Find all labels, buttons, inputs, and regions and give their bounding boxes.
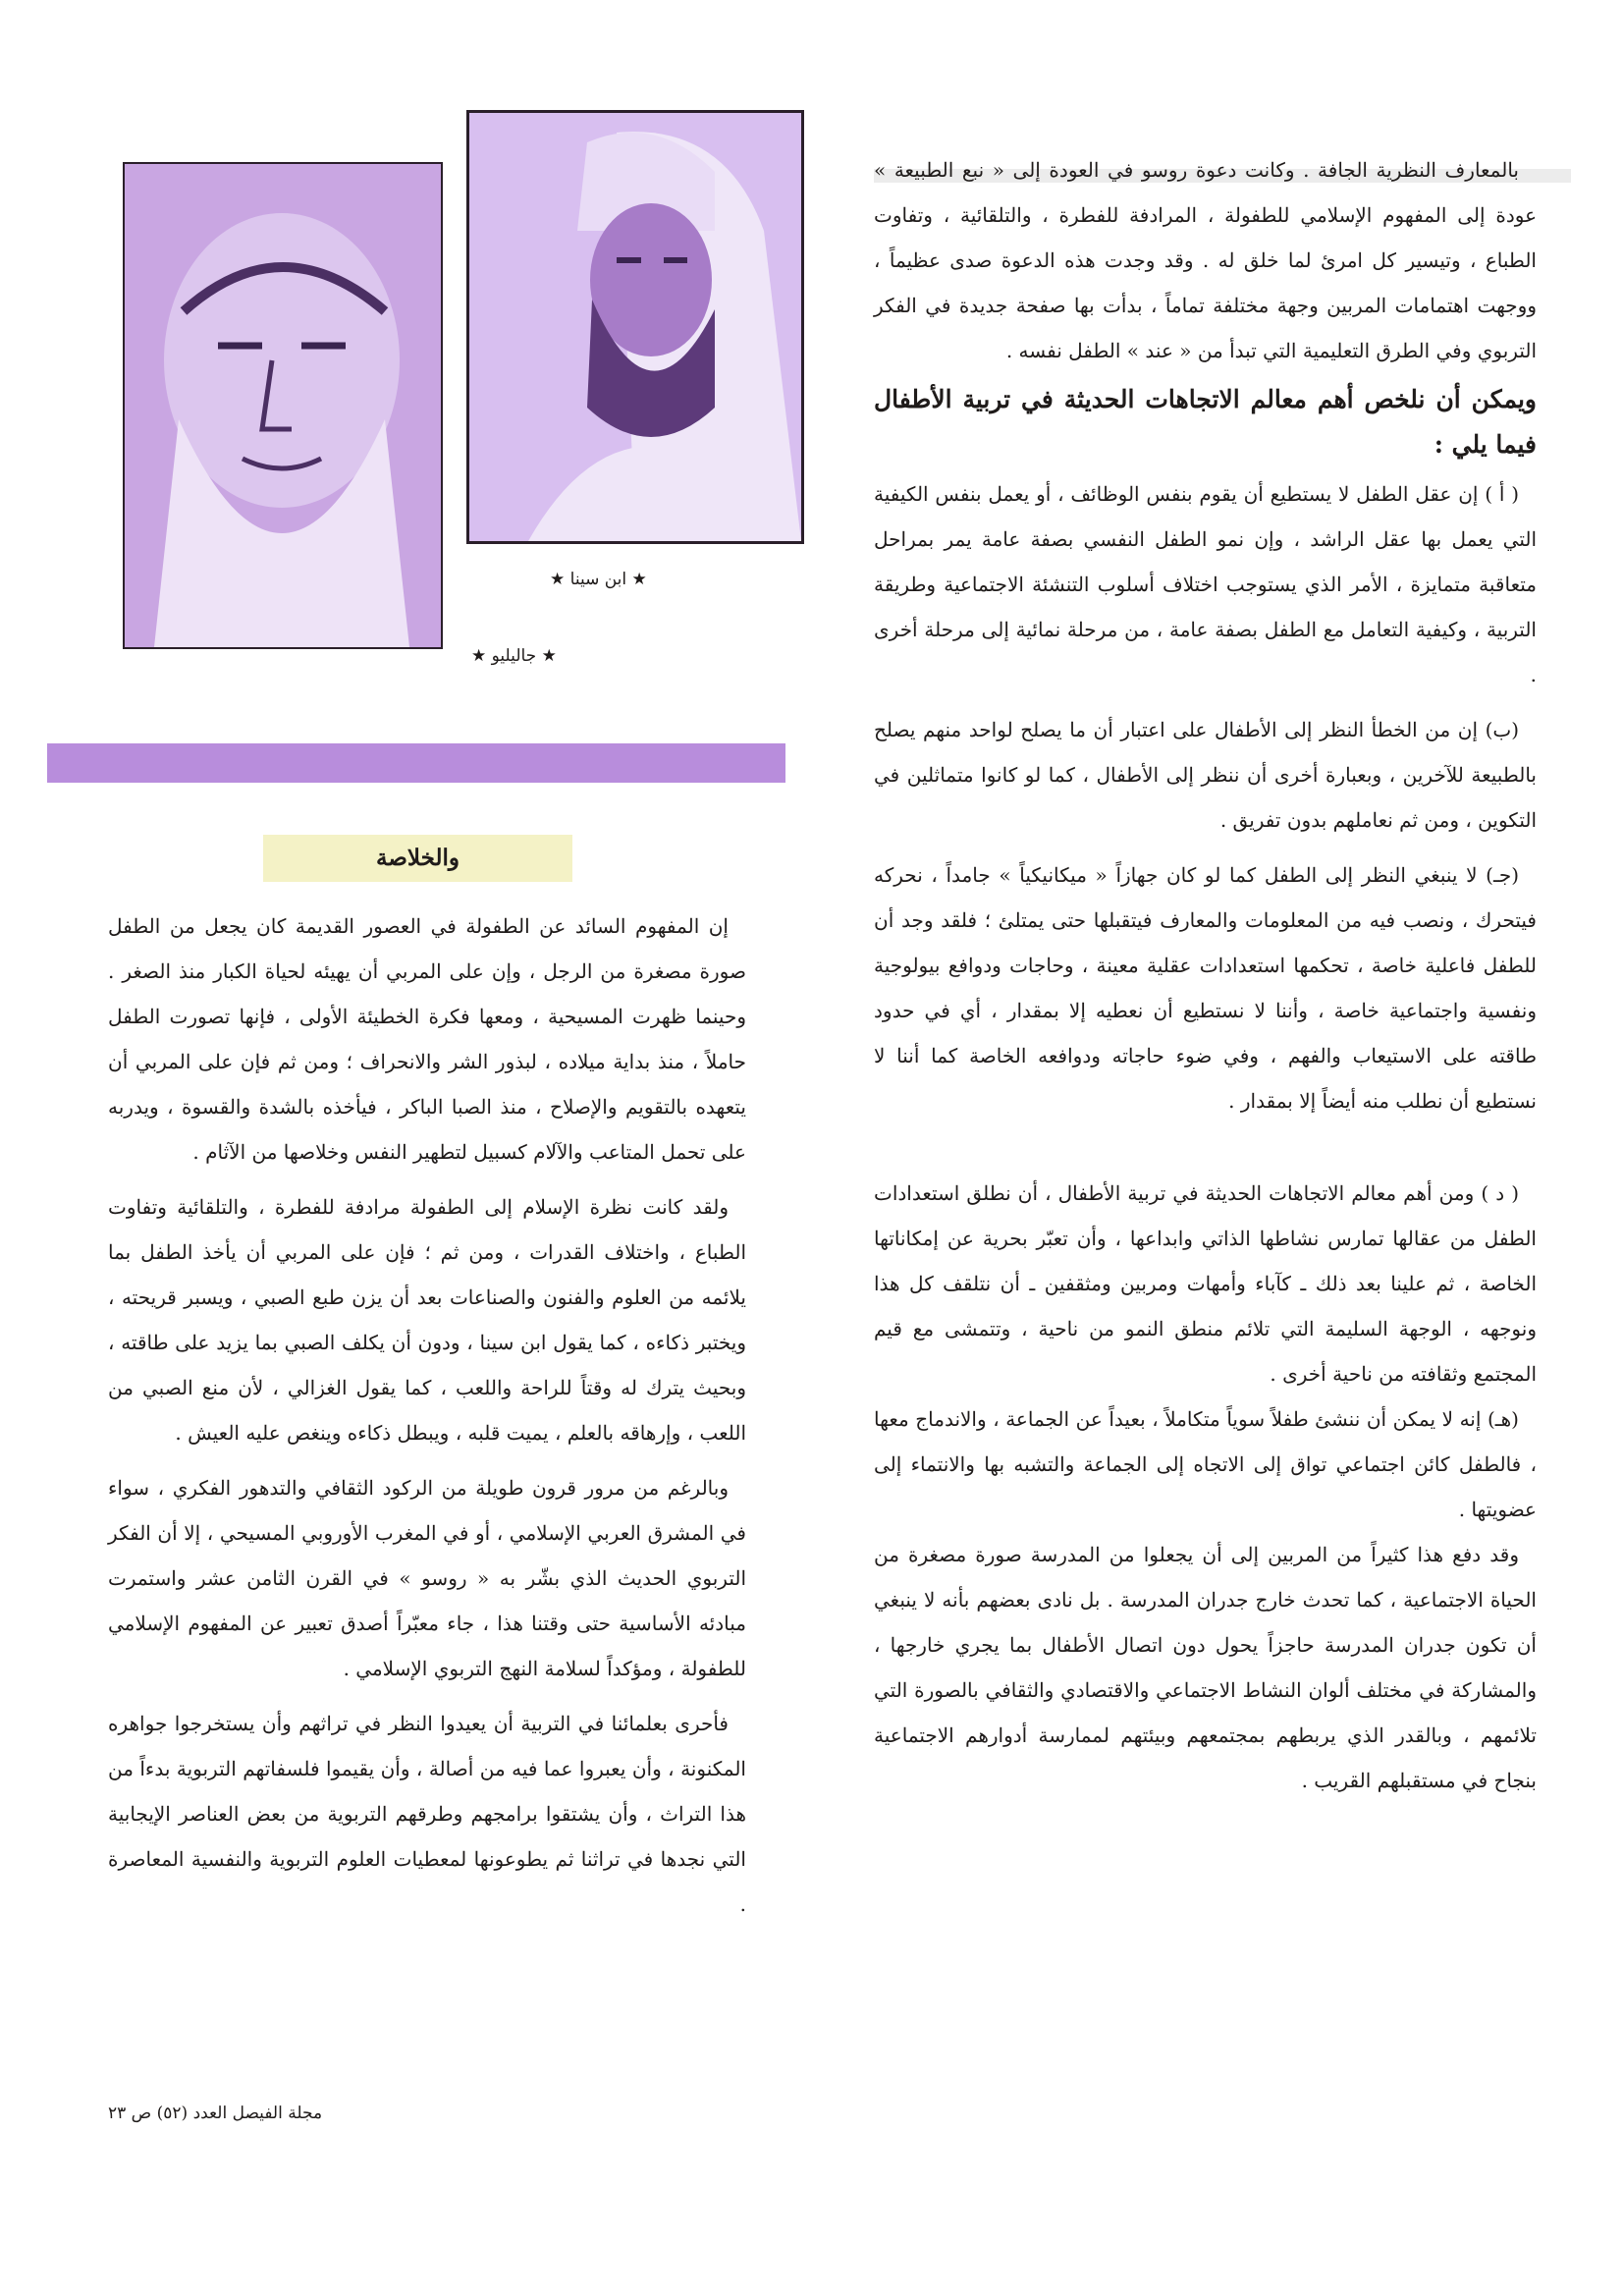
intro-paragraph: بالمعارف النظرية الجافة . وكانت دعوة روسو في العودة إلى « نبع الطبيعة » عودة إلى المفهوم الإسلامي للطفولة ، المرادفة للفطرة ، والتلقائية ، وتفاوت الطباع ، وتيسير كل امرئ لما خلق له . وقد وجدت هذه الدعوة صدى عظيماً ، ووجهت اهتمامات المربين وجهة مختلفة تماماً ، بدأت بها صفحة جديدة في الفكر التربوي وفي الطرق التعليمية التي تبدأ من « عند » الطفل نفسه .: [874, 158, 1537, 362]
ibn-sina-caption: ★ ابن سينا ★: [550, 570, 647, 589]
section-heading: ويمكن أن نلخص أهم معالم الاتجاهات الحديثة في تربية الأطفال فيما يلي :: [874, 385, 1537, 459]
galileo-portrait: [123, 162, 443, 649]
point-d: ( د ) ومن أهم معالم الاتجاهات الحديثة في تربية الأطفال ، أن نطلق استعدادات الطفل من عقالها تمارس نشاطها الذاتي وابداعها ، وأن تعبّر بحرية عن إمكاناتها الخاصة ، ثم علينا بعد ذلك ـ كآباء وأمهات ومربين ومثقفين ـ أن نتلقف كل هذا ونوجهه ، الوجهة السليمة التي تلائم منطق النمو من ناحية ، وتتمشى مع قيم المجتمع وثقافته من ناحية أخرى .: [874, 1181, 1537, 1386]
galileo-caption: ★ جاليليو ★: [471, 646, 557, 666]
summary-title: والخلاصة: [263, 835, 572, 882]
ibn-sina-portrait: [466, 110, 804, 544]
summary-paragraph: فأحرى بعلمائنا في التربية أن يعيدوا النظر في تراثهم وأن يستخرجوا جواهره المكنونة ، وأن يعبروا عما فيه من أصالة ، وأن يقيموا فلسفاتهم التربوية بدءاً من هذا التراث ، وأن يشتقوا برامجهم وطرقهم التربوية من بعض العناصر الإيجابية التي نجدها في تراثنا ثم يطوعونها لمعطيات العلوم التربوية والنفسية المعاصرة .: [108, 1712, 746, 1916]
ibn-sina-illustration: [469, 113, 801, 541]
summary-paragraph: ولقد كانت نظرة الإسلام إلى الطفولة مرادفة للفطرة ، والتلقائية وتفاوت الطباع ، واختلاف القدرات ، ومن ثم ؛ فإن على المربي أن يأخذ الطفل بما يلائمه من العلوم والفنون والصناعات بعد أن يزن طبع الصبي ، ويسبر قريحته ، ويختبر ذكاءه ، كما يقول ابن سينا ، ودون أن يكلف الصبي بما يزيد على طاقته ، وبحيث يترك له وقتاً للراحة واللعب ، كما يقول الغزالي ، لأن منع الصبي من اللعب ، وإرهاقه بالعلم ، يميت قلبه ، ويبطل ذكاءه وينغص عليه العيش .: [108, 1195, 746, 1445]
point-a: ( أ ) إن عقل الطفل لا يستطيع أن يقوم بنفس الوظائف ، أو يعمل بنفس الكيفية التي يعمل بها عقل الراشد ، وإن نمو الطفل النفسي بصفة عامة يمر بمراحل متعاقبة متمايزة ، الأمر الذي يستوجب اختلاف أسلوب التنشئة الاجتماعية وطريقة التربية ، وكيفية التعامل مع الطفل بصفة عامة ، من مرحلة نمائية إلى مرحلة أخرى .: [874, 482, 1537, 686]
section-divider-bar: [47, 743, 785, 783]
point-b: (ب) إن من الخطأ النظر إلى الأطفال على اعتبار أن ما يصلح لواحد منهم يصلح بالطبيعة للآخرين ، وبعبارة أخرى أن ننظر إلى الأطفال ، كما لو كانوا متماثلين في التكوين ، ومن ثم نعاملهم بدون تفريق .: [874, 718, 1537, 832]
summary-paragraph: وبالرغم من مرور قرون طويلة من الركود الثقافي والتدهور الفكري ، سواء في المشرق العربي الإسلامي ، أو في المغرب الأوروبي المسيحي ، إلا أن الفكر التربوي الحديث الذي بشّر به « روسو » في القرن الثامن عشر واستمرت مبادئه الأساسية حتى وقتنا هذا ، جاء معبّراً أصدق تعبير عن المفهوم الإسلامي للطفولة ، ومؤكداً لسلامة النهج التربوي الإسلامي .: [108, 1476, 746, 1680]
summary-paragraph: إن المفهوم السائد عن الطفولة في العصور القديمة كان يجعل من الطفل صورة مصغرة من الرجل ، وإن على المربي أن يهيئه لحياة الكبار منذ الصغر . وحينما ظهرت المسيحية ، ومعها فكرة الخطيئة الأولى ، فإنها تصورت الطفل حاملاً ، منذ بداية ميلاده ، لبذور الشر والانحراف ؛ ومن ثم فإن على المربي أن يتعهده بالتقويم والإصلاح ، منذ الصبا الباكر ، فيأخذه بالشدة والقسوة ، ويدربه على تحمل المتاعب والآلام كسبيل لتطهير النفس وخلاصها من الآثام .: [108, 914, 746, 1164]
right-column: [874, 147, 1537, 1803]
school-paragraph: وقد دفع هذا كثيراً من المربين إلى أن يجعلوا من المدرسة صورة مصغرة من الحياة الاجتماعية ، كما تحدث خارج جدران المدرسة . بل نادى بعضهم بأنه لا ينبغي أن تكون جدران المدرسة حاجزاً يحول دون اتصال الأطفال بما يجري خارجها ، والمشاركة في مختلف ألوان النشاط الاجتماعي والاقتصادي والثقافي بالصورة التي تلائمهم ، وبالقدر الذي يربطهم بمجتمعهم وبيئتهم لممارسة أدوارهم الاجتماعية بنجاح في مستقبلهم القريب .: [874, 1543, 1537, 1792]
galileo-illustration: [125, 164, 441, 647]
page-footer: مجلة الفيصل العدد (٥٢) ص ٢٣: [108, 2104, 323, 2123]
point-e: (هـ) إنه لا يمكن أن ننشئ طفلاً سوياً متكاملاً ، بعيداً عن الجماعة ، والاندماج معها ، فالطفل كائن اجتماعي تواق إلى الاتجاه إلى الجماعة والتشبه بها والانتماء إلى عضويتها .: [874, 1407, 1537, 1521]
left-column: [108, 903, 746, 1927]
point-c: (جـ) لا ينبغي النظر إلى الطفل كما لو كان جهازاً « ميكانيكياً » جامداً ، نحركه فيتحرك ، ونصب فيه من المعلومات والمعارف فيتقبلها حتى يمتلئ ؛ فلقد وجد أن للطفل فاعلية خاصة ، تحكمها استعدادات عقلية معينة ، وحاجات ودوافع بيولوجية ونفسية واجتماعية خاصة ، وأننا لا نستطيع أن نعطيه إلا بمقدار ، أي في حدود طاقته على الاستيعاب والفهم ، وفي ضوء حاجاته ودوافعه الخاصة كما أننا لا نستطيع أن نطلب منه أيضاً إلا بمقدار .: [874, 863, 1537, 1113]
